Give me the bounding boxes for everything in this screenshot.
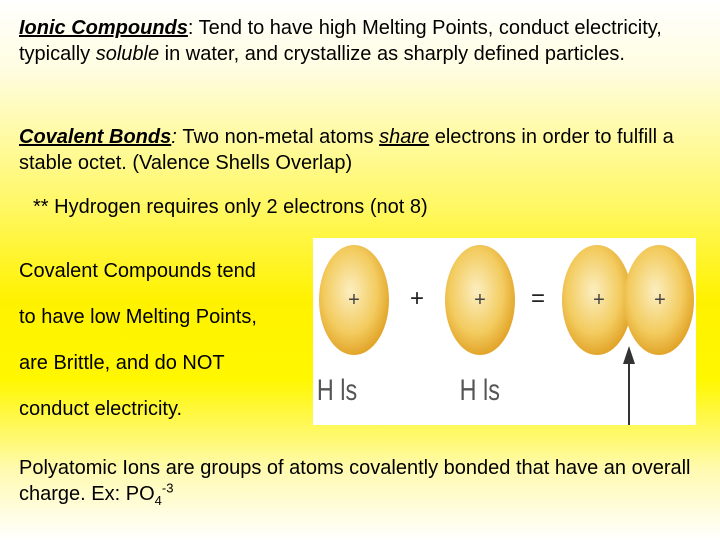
- ionic-compounds-paragraph: [19, 15, 709, 67]
- arrow-head-icon: [623, 346, 635, 364]
- formula-base: PO: [125, 483, 155, 505]
- ionic-text-2: in water, and crystallize as sharply defined particles.: [159, 43, 625, 65]
- nucleus-plus-sign: +: [593, 289, 605, 311]
- covalent-text-1: Two non-metal atoms: [182, 126, 380, 148]
- formula-charge: -3: [161, 480, 174, 496]
- covalent-text-2: electrons in order to fulfill a stable octet. (Valence Shells Overlap): [19, 126, 674, 174]
- ionic-compounds-term: Ionic Compounds: [19, 17, 188, 39]
- covalent-colon: :: [171, 126, 183, 148]
- properties-line: Covalent Compounds tend: [19, 260, 256, 282]
- properties-line: conduct electricity.: [19, 398, 183, 420]
- covalent-properties: [19, 248, 309, 432]
- covalent-bonds-paragraph: [19, 124, 709, 176]
- polyatomic-ions-paragraph: [19, 455, 709, 507]
- share-word: share: [379, 126, 430, 148]
- hydrogen-note: ** Hydrogen requires only 2 electrons (not 8): [33, 196, 428, 218]
- h1s-label-right: H ls: [459, 373, 500, 407]
- plus-operator: +: [409, 285, 425, 312]
- equals-operator: =: [530, 285, 546, 312]
- properties-line: are Brittle, and do NOT: [19, 352, 225, 374]
- example-label: Ex:: [91, 483, 121, 505]
- properties-line: to have low Melting Points,: [19, 306, 257, 328]
- covalent-bonds-term: Covalent Bonds: [19, 126, 172, 148]
- h1s-label-left: H ls: [316, 373, 358, 407]
- diagram-svg: [313, 238, 696, 425]
- formula-subscript: 4: [154, 493, 162, 508]
- nucleus-plus-sign: +: [348, 289, 360, 311]
- nucleus-plus-sign: +: [654, 289, 666, 311]
- hydrogen-bond-diagram: [313, 238, 696, 425]
- nucleus-plus-sign: +: [474, 289, 486, 311]
- soluble-word: soluble: [95, 43, 160, 65]
- polyatomic-text: Polyatomic Ions are groups of atoms covalently bonded that have an overall charge.: [19, 457, 691, 505]
- ionic-text-1: : Tend to have high Melting Points, conduct electricity, typically: [19, 17, 662, 65]
